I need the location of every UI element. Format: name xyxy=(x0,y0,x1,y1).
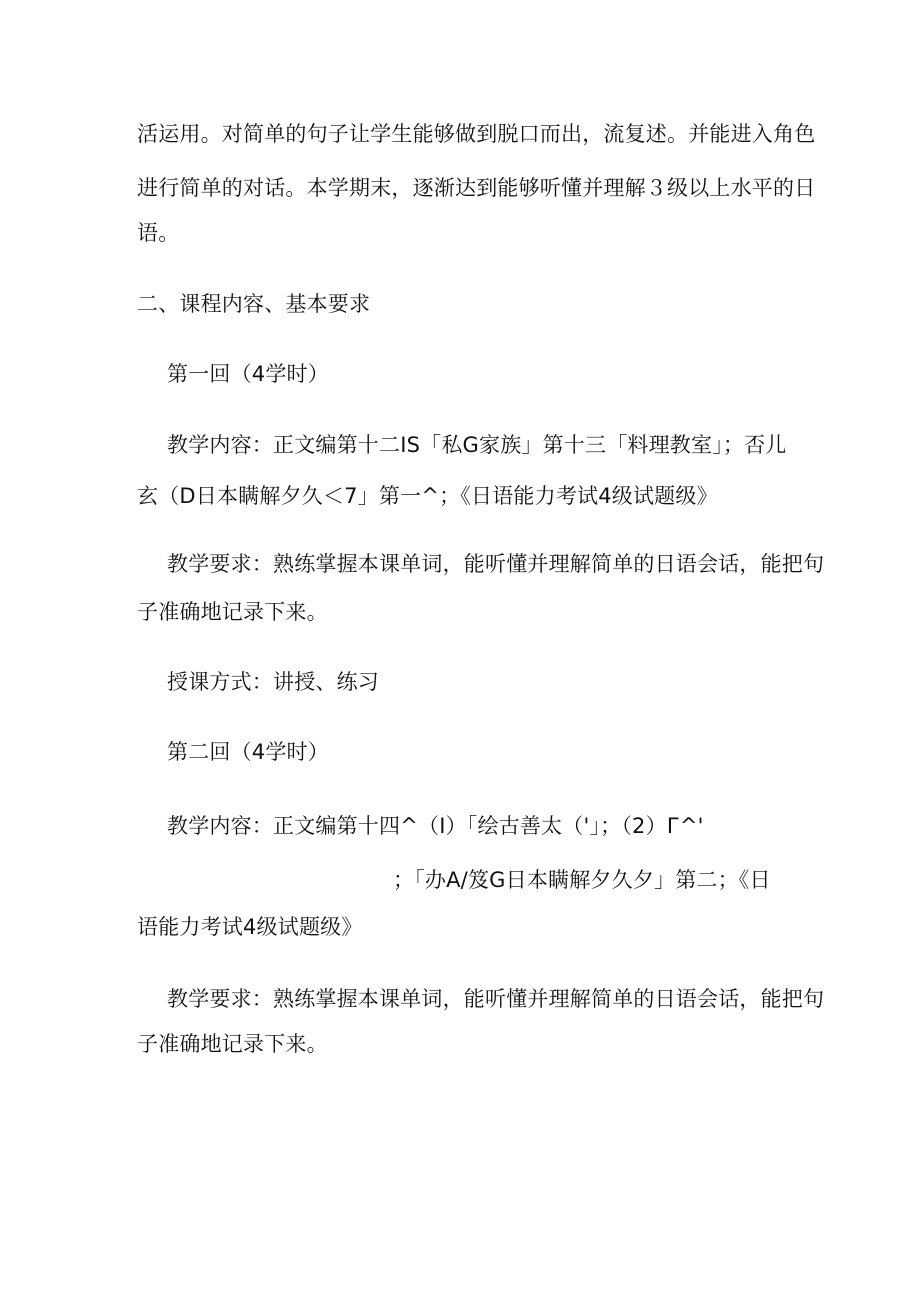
paragraph-line: 语能力考试4级试题级》 xyxy=(137,915,363,939)
paragraph-line: 授课方式：讲授、练习 xyxy=(167,670,379,694)
paragraph-line: 教学要求：熟练掌握本课单词，能听懂并理解简单的日语会话，能把句 xyxy=(167,987,825,1011)
paragraph-line: 进行简单的对话。本学期末，逐渐达到能够听懂并理解３级以上水平的日 xyxy=(137,176,816,200)
paragraph-line: 玄（D日本瞒解夕久＜7」第一^；《日语能力考试4级试题级》 xyxy=(137,484,718,508)
paragraph-line: 教学内容：正文编第十四^（I）「绘古善太（'」；（2）Г^' xyxy=(167,814,704,838)
paragraph-line: 语。 xyxy=(137,221,180,245)
paragraph-line: 教学要求：熟练掌握本课单词，能听懂并理解简单的日语会话，能把句 xyxy=(167,552,825,576)
paragraph-line: 活运用。对简单的句子让学生能够做到脱口而出，流复述。并能进入角色 xyxy=(137,122,816,146)
session-heading: 第一回（4学时） xyxy=(167,362,329,386)
session-heading: 第二回（4学时） xyxy=(167,740,329,764)
section-heading: 二、课程内容、基本要求 xyxy=(137,292,371,316)
paragraph-line: 子准确地记录下来。 xyxy=(137,1032,328,1056)
paragraph-line: ；「办A/笈G日本瞒解夕久夕」第二；《日 xyxy=(393,868,771,892)
paragraph-line: 子准确地记录下来。 xyxy=(137,600,328,624)
paragraph-line: 教学内容：正文编第十二IS「私G家族」第十三「料理教室」；否儿 xyxy=(167,433,787,457)
